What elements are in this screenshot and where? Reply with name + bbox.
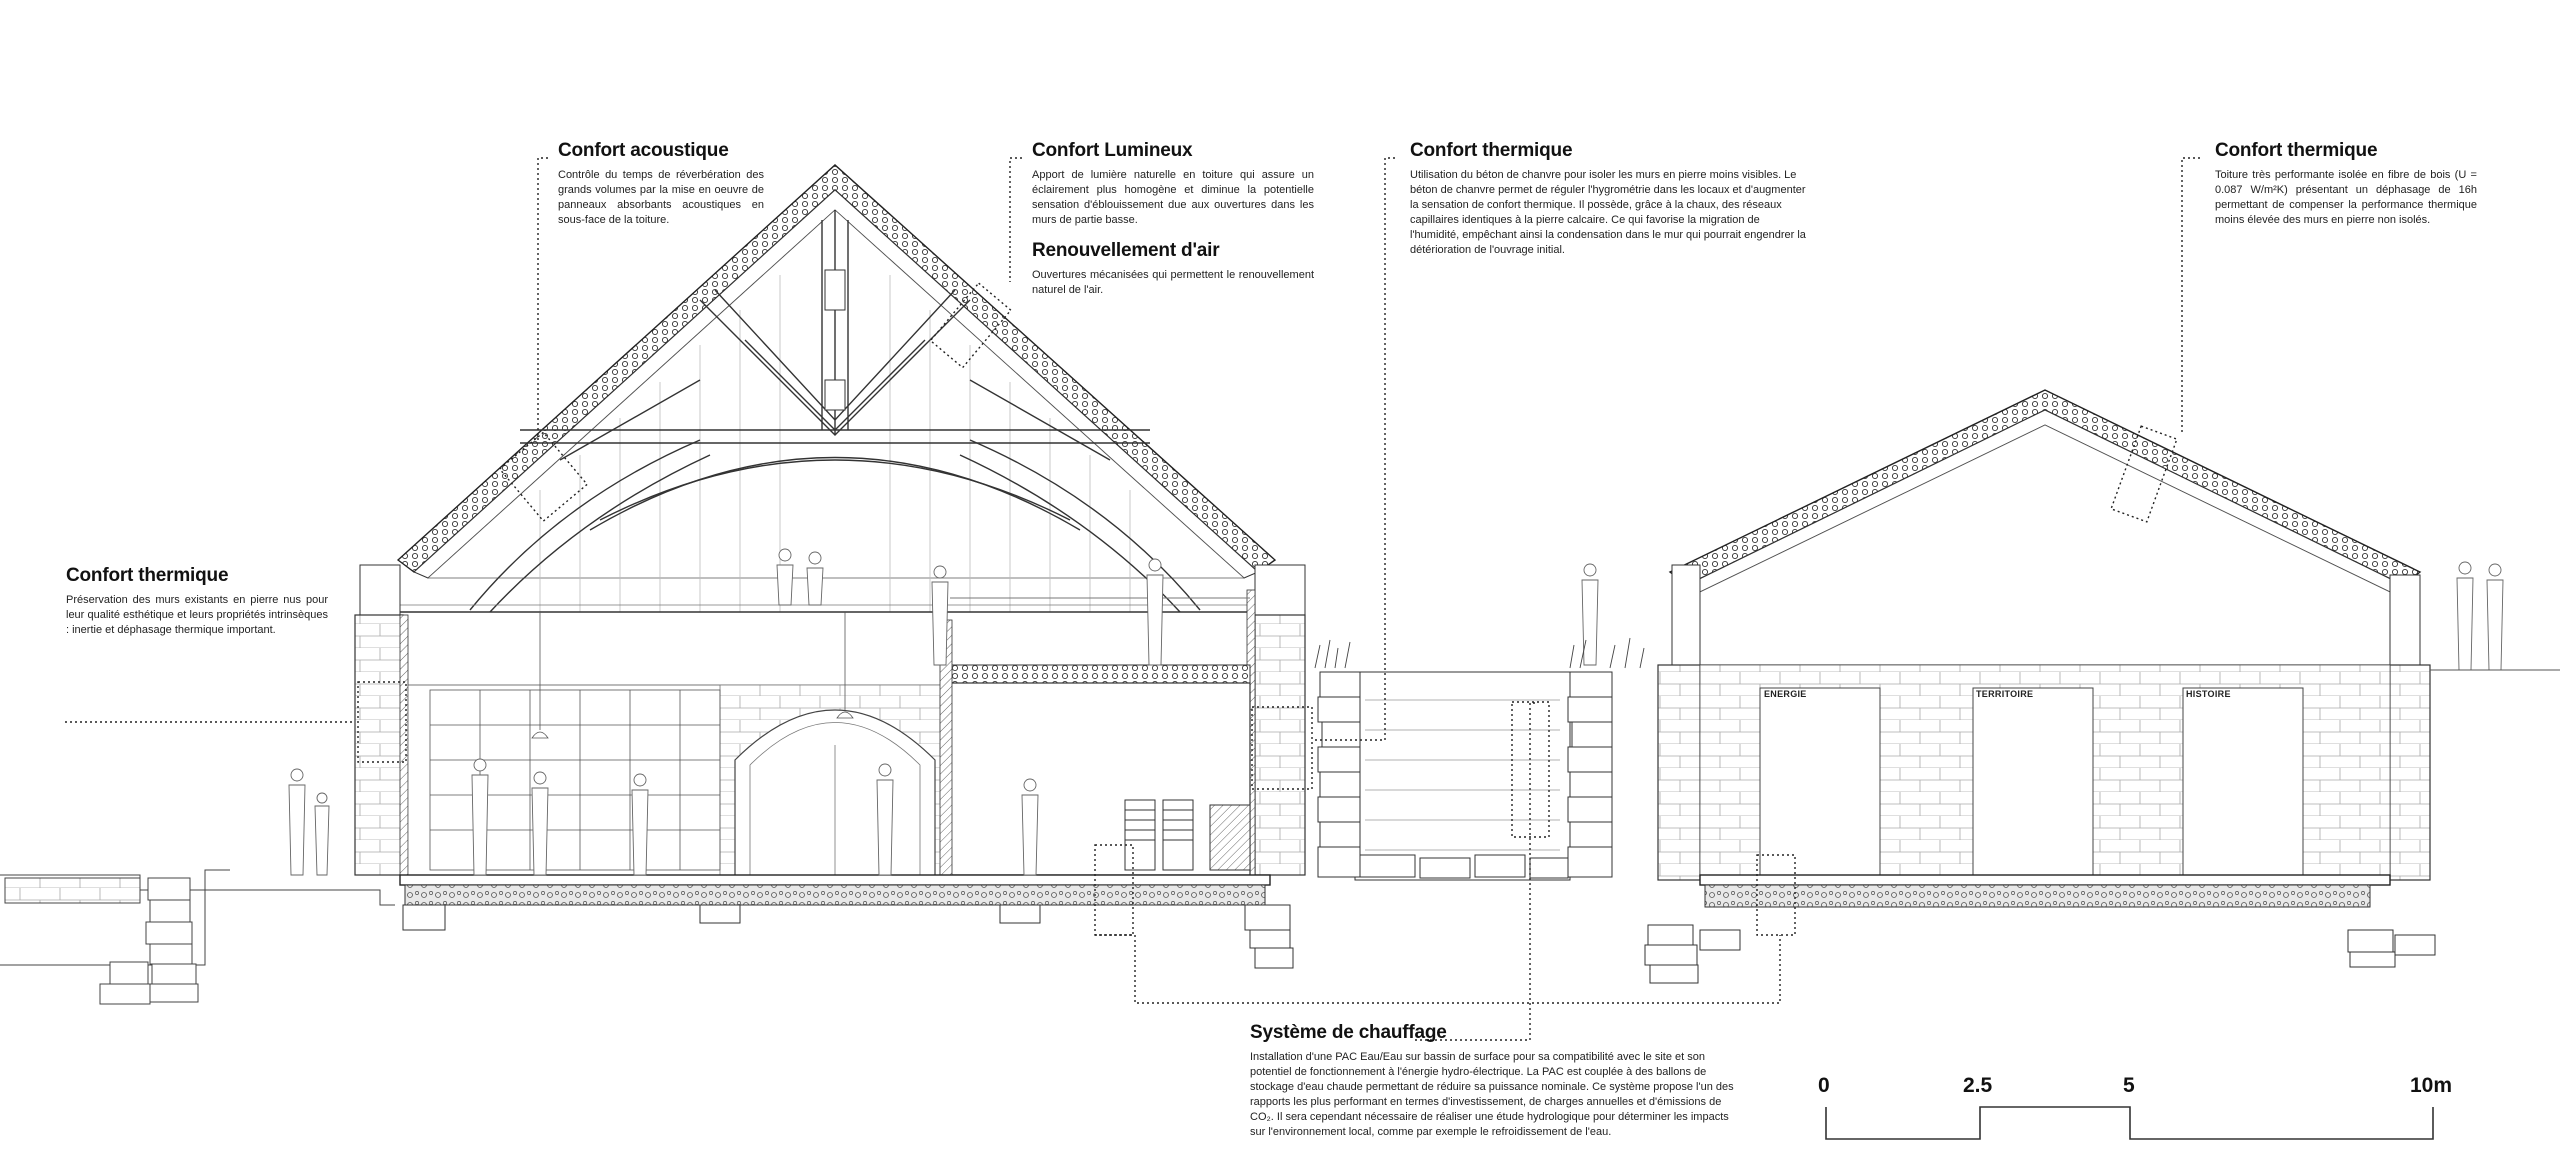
panel-label-territoire: TERRITOIRE bbox=[1976, 689, 2034, 699]
annotation-title: Renouvellement d'air bbox=[1032, 240, 1220, 261]
annotation-confort-thermique-toiture bbox=[2215, 140, 2477, 228]
annotation-confort-thermique-pierre bbox=[66, 565, 328, 638]
scale-tick-2-5: 2.5 bbox=[1963, 1074, 1993, 1097]
panel-label-histoire: HISTOIRE bbox=[2186, 689, 2231, 699]
annotation-text: Utilisation du béton de chanvre pour isoler les murs en pierre moins visibles. Le béton de chanvre permet de réguler l'hygrométrie dans les locaux et d'augmenter la sensation de confort thermique. Il possède, grâce à la chaux, des réseaux capillaires identiques à la pierre calcaire. Ce qui favorise la migration de l'humidité, empêchant ainsi la condensation dans le mur qui pourrait engendrer la détérioration de l'ouvrage initial. bbox=[1410, 169, 1806, 256]
panel-energie bbox=[1760, 688, 1880, 875]
annotation-text: Préservation des murs existants en pierre nus pour leur qualité esthétique et leurs propriétés intrinsèques : inertie et déphasage thermique important. bbox=[66, 594, 328, 636]
annotation-title: Confort thermique bbox=[1410, 140, 1573, 161]
annotation-confort-thermique-chanvre bbox=[1410, 140, 1808, 258]
panel-territoire bbox=[1973, 688, 2093, 875]
annotation-title: Confort Lumineux bbox=[1032, 140, 1193, 161]
annotation-confort-lumineux bbox=[1032, 140, 1314, 228]
scale-tick-5: 5 bbox=[2123, 1074, 2135, 1097]
scale-bar bbox=[1826, 1107, 2433, 1139]
panel-histoire bbox=[2183, 688, 2303, 875]
right-building bbox=[1645, 390, 2560, 983]
annotation-title: Système de chauffage bbox=[1250, 1022, 1447, 1043]
left-terrain bbox=[0, 870, 395, 1004]
courtyard-basin bbox=[1315, 638, 1644, 880]
scale-tick-0: 0 bbox=[1818, 1074, 1830, 1097]
annotation-text: Installation d'une PAC Eau/Eau sur bassin de surface pour sa compatibilité avec le site et son potentiel de fonctionnement à l'énergie hydro-électrique. La PAC est couplée à des ballons de stockage d'eau chaude permettant de réduire sa puissance nominale. Ce système propose l'un des rapports les plus performant en termes d'investissement, de charges annuelles et d'émissions de CO₂. Il sera cependant nécessaire de réaliser une étude hydrologique pour déterminer les impacts sur l'environnement local, comme par exemple le refroidissement de l'eau. bbox=[1250, 1051, 1734, 1138]
scale-tick-10m: 10m bbox=[2410, 1074, 2453, 1097]
annotation-title: Confort thermique bbox=[66, 565, 229, 586]
annotation-title: Confort thermique bbox=[2215, 140, 2378, 161]
annotation-renouvellement-air bbox=[1032, 240, 1314, 298]
annotation-text: Contrôle du temps de réverbération des grands volumes par la mise en oeuvre de panneaux absorbants acoustiques en sous-face de la toiture. bbox=[558, 169, 764, 226]
annotation-text: Ouvertures mécanisées qui permettent le renouvellement naturel de l'air. bbox=[1032, 269, 1314, 296]
annotation-title: Confort acoustique bbox=[558, 140, 729, 161]
annotation-confort-acoustique bbox=[558, 140, 764, 228]
annotation-text: Apport de lumière naturelle en toiture qui assure un éclairement plus homogène et diminue la potentielle sensation d'éblouissement due aux ouvertures dans les murs de partie basse. bbox=[1032, 169, 1314, 226]
annotation-systeme-chauffage bbox=[1250, 1022, 1735, 1140]
annotation-text: Toiture très performante isolée en fibre de bois (U = 0.087 W/m²K) présentant un déphasage de 16h permettant de compenser la performance thermique moins élevée des murs en pierre non isolés. bbox=[2215, 169, 2477, 226]
panel-label-energie: ENERGIE bbox=[1764, 689, 1807, 699]
